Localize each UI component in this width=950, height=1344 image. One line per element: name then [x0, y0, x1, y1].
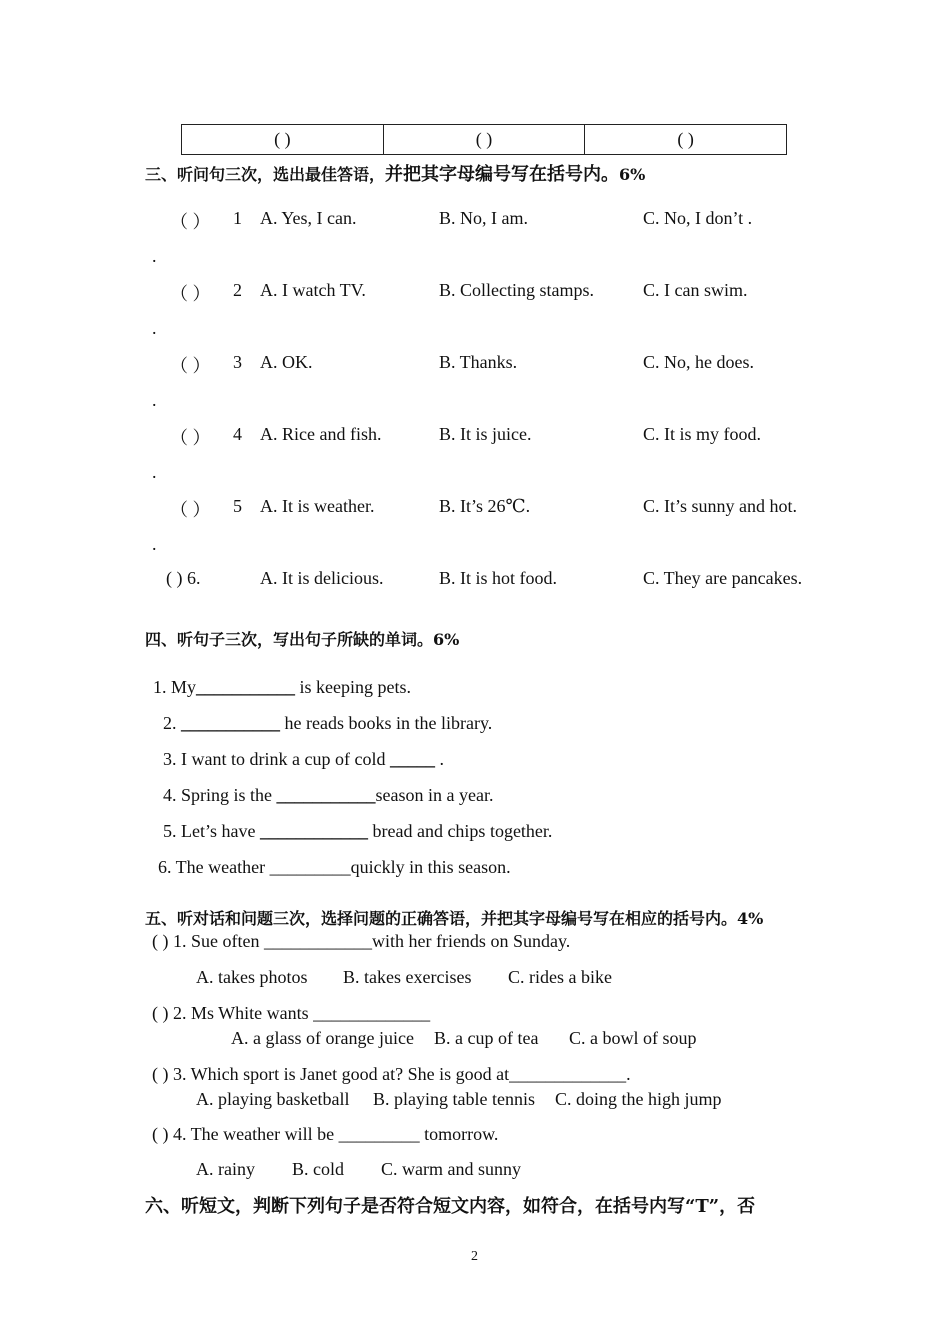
section3-title-a: 三、听问句三次，选出最佳答语，	[145, 165, 386, 184]
answer-table	[181, 124, 787, 155]
option-b: B. Collecting stamps.	[439, 280, 594, 300]
option-a: A. I watch TV.	[260, 280, 366, 300]
dot-mark: .	[152, 318, 157, 338]
page-number: 2	[471, 1249, 478, 1264]
section5-title: 五、听对话和问题三次，选择问题的正确答语，并把其字母编号写在相应的括号内。4%	[145, 909, 764, 928]
section3-title-b: 并把其字母编号写在括号内。	[385, 164, 620, 185]
option-a: A. It is delicious.	[260, 568, 384, 588]
option-b: B. a cup of tea	[434, 1028, 539, 1048]
blank-line[interactable]: _____	[389, 749, 435, 769]
section6-title: 六、听短文，判断下列句子是否符合短文内容，如符合，在括号内写“T”，否	[145, 1196, 756, 1217]
section3-title	[145, 160, 645, 186]
option-b: B. No, I am.	[439, 208, 528, 228]
dot-mark: .	[152, 462, 157, 482]
answer-paren[interactable]: ( ) 6.	[166, 568, 201, 588]
option-b: B. Thanks.	[439, 352, 518, 372]
option-c: C. It’s sunny and hot.	[643, 496, 798, 516]
option-b: B. takes exercises	[343, 967, 472, 987]
option-c: C. warm and sunny	[381, 1159, 521, 1179]
option-a: A. It is weather.	[260, 496, 375, 516]
blank-line[interactable]: ___________	[181, 713, 280, 733]
option-a: A. OK.	[260, 352, 313, 372]
dot-mark: .	[152, 246, 157, 266]
sentence-pre: 5. Let’s have	[163, 821, 260, 841]
section4-title: 四、听句子三次，写出句子所缺的单词。6%	[145, 630, 460, 649]
sentence-pre: 2.	[163, 713, 181, 733]
question-stem: ( ) 2. Ms White wants _____________	[152, 1003, 431, 1023]
option-c: C. No, he does.	[643, 352, 754, 372]
sentence-post: quickly in this season.	[350, 857, 511, 877]
sentence-pre: 6. The weather	[158, 857, 270, 877]
fill-sentence	[163, 713, 492, 734]
sentence-pre: 1. My	[153, 677, 197, 697]
fill-sentence	[163, 785, 493, 806]
sentence-post: bread and chips together.	[367, 821, 553, 841]
option-a: A. Rice and fish.	[260, 424, 382, 444]
question-number: 2	[233, 280, 242, 300]
option-b: B. playing table tennis	[373, 1089, 535, 1109]
answer-paren[interactable]: （ ）	[170, 428, 211, 448]
question-number: 3	[233, 352, 242, 372]
question-stem: ( ) 3. Which sport is Janet good at? She is good at_____________.	[152, 1064, 631, 1084]
option-c: C. No, I don’t .	[643, 208, 753, 228]
dot-mark: .	[152, 534, 157, 554]
fill-sentence	[163, 821, 552, 842]
option-a: A. takes photos	[196, 967, 308, 987]
sentence-post: .	[434, 749, 444, 769]
option-c: C. rides a bike	[508, 967, 612, 987]
option-a: A. playing basketball	[196, 1089, 350, 1109]
option-b: B. It’s 26℃.	[439, 496, 531, 516]
option-c: C. doing the high jump	[555, 1089, 722, 1109]
option-b: B. It is juice.	[439, 424, 532, 444]
option-c: C. a bowl of soup	[569, 1028, 697, 1048]
blank-line[interactable]: ____________	[259, 821, 368, 841]
sentence-post: season in a year.	[375, 785, 494, 805]
sentence-post: is keeping pets.	[295, 677, 411, 697]
answer-cell[interactable]: ( )	[585, 125, 787, 155]
sentence-pre: 3. I want to drink a cup of cold	[163, 749, 390, 769]
option-b: B. cold	[292, 1159, 344, 1179]
option-a: A. a glass of orange juice	[231, 1028, 414, 1048]
option-a: A. rainy	[196, 1159, 255, 1179]
answer-paren[interactable]: （ ）	[170, 284, 211, 304]
answer-cell[interactable]: ( )	[383, 125, 585, 155]
fill-sentence	[153, 677, 411, 698]
question-number: 1	[233, 208, 242, 228]
answer-paren[interactable]: （ ）	[170, 356, 211, 376]
question-stem: ( ) 4. The weather will be _________ tomorrow.	[152, 1124, 499, 1144]
answer-cell[interactable]: ( )	[182, 125, 384, 155]
dot-mark: .	[152, 390, 157, 410]
option-c: C. It is my food.	[643, 424, 762, 444]
blank-line[interactable]: ___________	[196, 677, 296, 697]
question-number: 5	[233, 496, 242, 516]
option-c: C. I can swim.	[643, 280, 748, 300]
answer-paren[interactable]: （ ）	[170, 212, 211, 232]
answer-paren[interactable]: （ ）	[170, 500, 211, 520]
sentence-pre: 4. Spring is the	[163, 785, 277, 805]
sentence-post: he reads books in the library.	[280, 713, 493, 733]
option-a: A. Yes, I can.	[260, 208, 357, 228]
question-stem: ( ) 1. Sue often ____________with her friends on Sunday.	[152, 931, 571, 951]
fill-sentence	[158, 857, 511, 878]
question-number: 4	[233, 424, 242, 444]
section3-title-c: 6%	[619, 165, 646, 184]
option-c: C. They are pancakes.	[643, 568, 803, 588]
blank-line[interactable]: ___________	[276, 785, 376, 805]
blank-line[interactable]: _________	[269, 857, 351, 877]
option-b: B. It is hot food.	[439, 568, 558, 588]
fill-sentence	[163, 749, 444, 770]
